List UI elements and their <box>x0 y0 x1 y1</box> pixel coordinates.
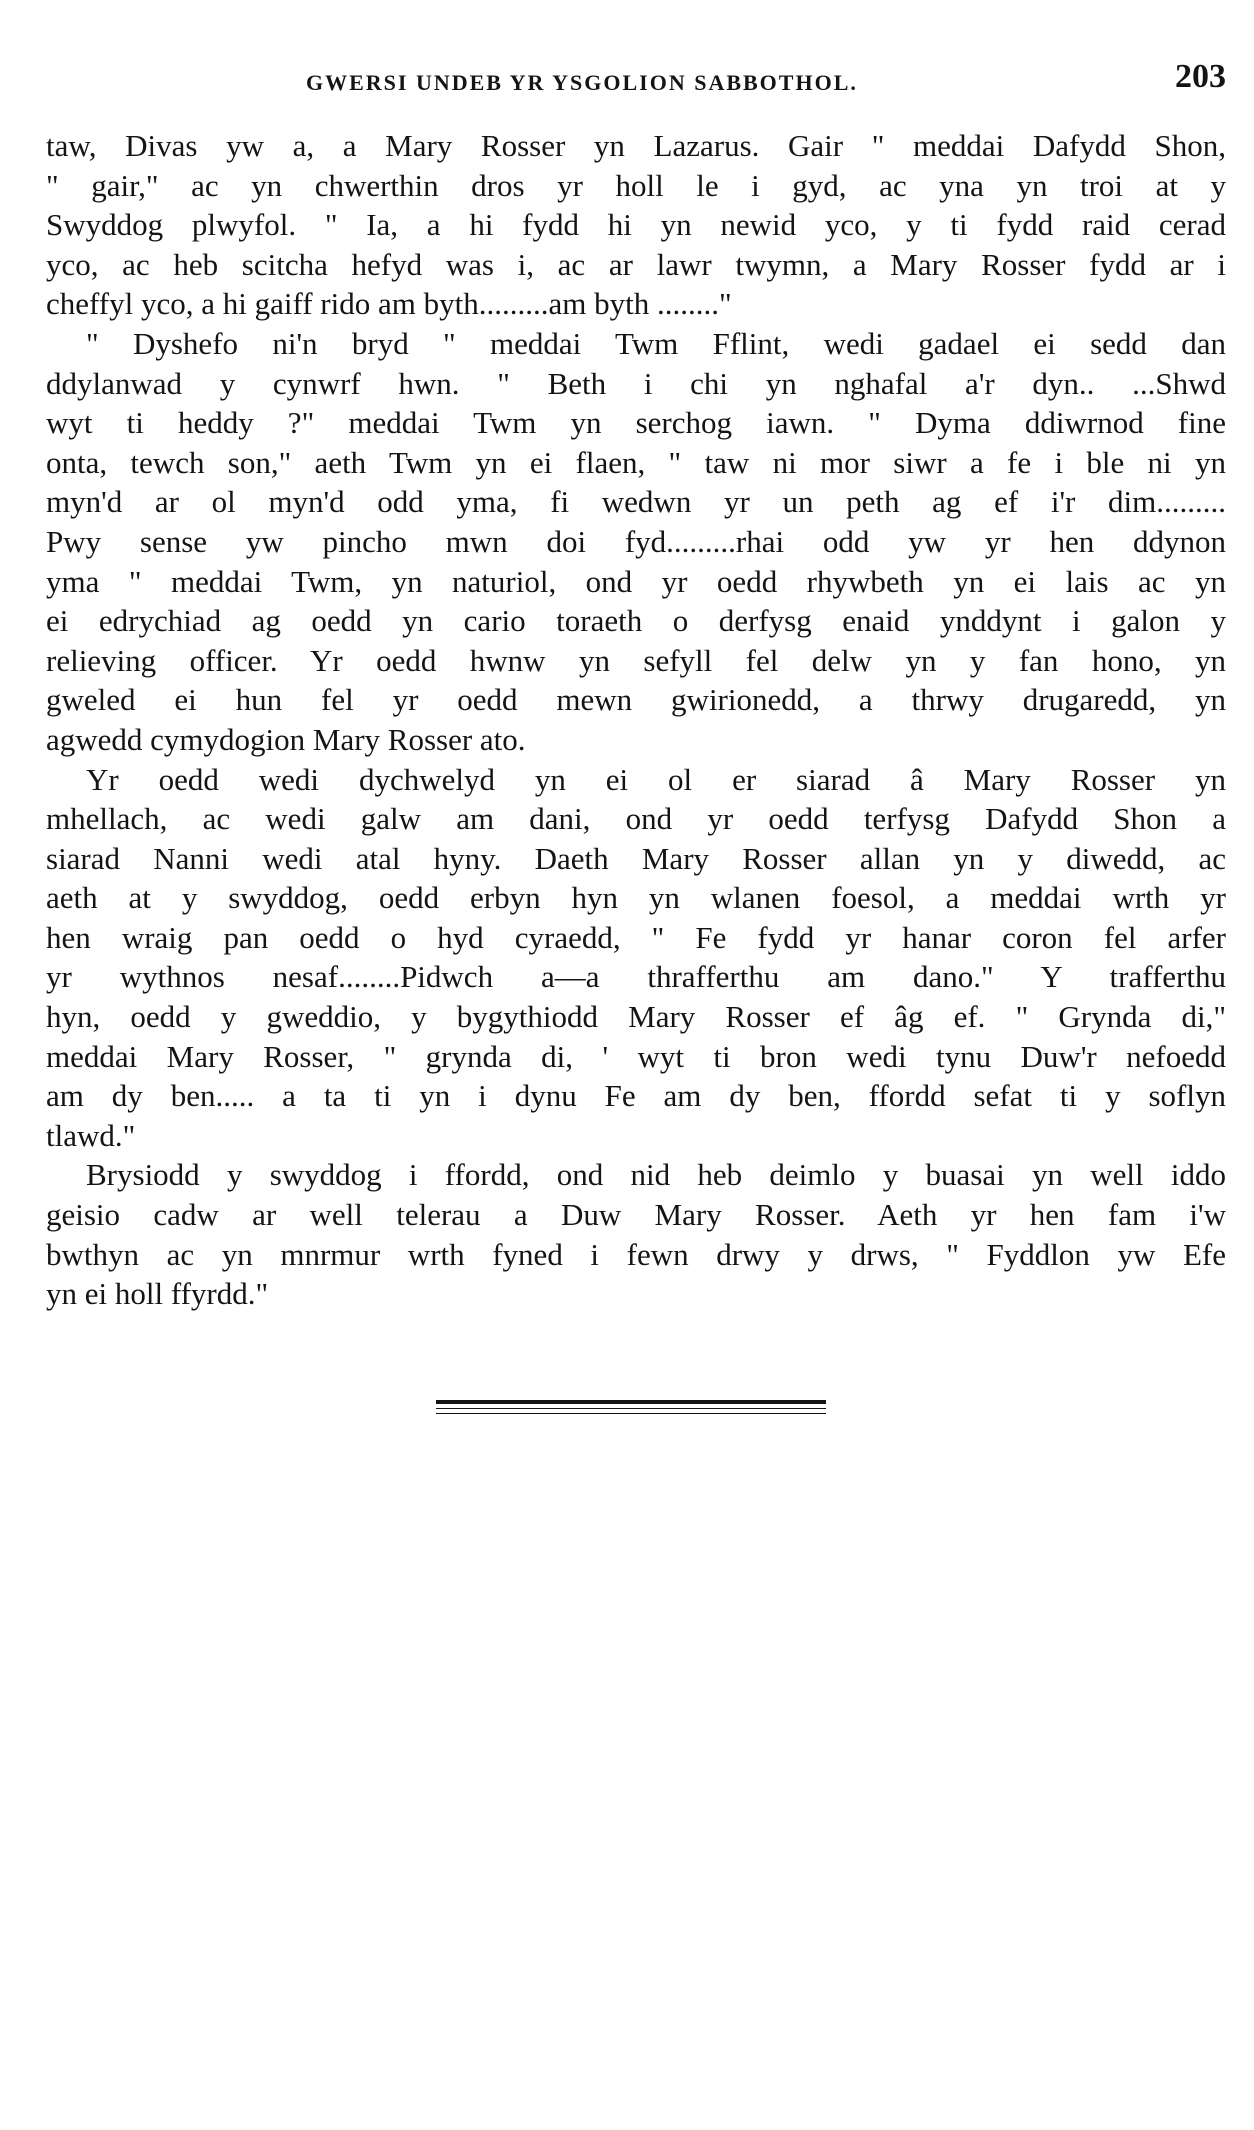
text-line: taw, Divas yw a, a Mary Rosser yn Lazarus. Gair " meddai Dafydd Shon, <box>46 128 1226 163</box>
rule-thick <box>436 1400 826 1404</box>
rule-thin <box>436 1408 826 1409</box>
text-line: gweled ei hun fel yr oedd mewn gwirionedd, a thrwy drugaredd, yn <box>46 682 1226 718</box>
running-title: GWERSI UNDEB YR YSGOLION SABBOTHOL. <box>306 70 858 95</box>
body-text <box>46 126 1226 1314</box>
text-line: mhellach, ac wedi galw am dani, ond yr oedd terfysg Dafydd Shon a <box>46 801 1226 837</box>
text-line: ddylanwad y cynwrf hwn. " Beth i chi yn nghafal a'r dyn.. ...Shwd <box>46 365 1226 401</box>
text-line: yn ei holl ffyrdd." <box>46 1276 269 1312</box>
text-line: onta, tewch son," aeth Twm yn ei flaen, " taw ni mor siwr a fe i ble ni yn <box>46 444 1226 480</box>
section-end-rule <box>436 1400 826 1414</box>
text-line: ei edrychiad ag oedd yn cario toraeth o derfysg enaid ynddynt i galon y <box>46 603 1226 639</box>
page-number: 203 <box>1175 58 1226 95</box>
text-line: yco, ac heb scitcha hefyd was i, ac ar lawr twymn, a Mary Rosser fydd ar i <box>46 246 1226 282</box>
text-line: bwthyn ac yn mnrmur wrth fyned i fewn drwy y drws, " Fyddlon yw Efe <box>46 1236 1226 1272</box>
text-line: hyn, oedd y gweddio, y bygythiodd Mary Rosser ef âg ef. " Grynda di," <box>46 999 1226 1035</box>
text-line: yr wythnos nesaf........Pidwch a—a thrafferthu am dano." Y trafferthu <box>46 959 1226 995</box>
text-line: aeth at y swyddog, oedd erbyn hyn yn wlanen foesol, a meddai wrth yr <box>46 880 1226 916</box>
running-header <box>46 58 1226 98</box>
text-line: hen wraig pan oedd o hyd cyraedd, " Fe fydd yr hanar coron fel arfer <box>46 919 1226 955</box>
text-line: yma " meddai Twm, yn naturiol, ond yr oedd rhywbeth yn ei lais ac yn <box>46 563 1226 599</box>
text-line: Yr oedd wedi dychwelyd yn ei ol er siarad â Mary Rosser yn <box>86 761 1226 797</box>
text-line: Swyddog plwyfol. " Ia, a hi fydd hi yn newid yco, y ti fydd raid cerad <box>46 207 1226 243</box>
rule-thin-lower <box>436 1413 826 1414</box>
text-line: " Dyshefo ni'n bryd " meddai Twm Fflint, wedi gadael ei sedd dan <box>86 325 1226 361</box>
text-line: relieving officer. Yr oedd hwnw yn sefyll fel delw yn y fan hono, yn <box>46 642 1226 678</box>
text-line: myn'd ar ol myn'd odd yma, fi wedwn yr un peth ag ef i'r dim......... <box>46 484 1226 520</box>
text-line: am dy ben..... a ta ti yn i dynu Fe am dy ben, ffordd sefat ti y soflyn <box>46 1078 1226 1114</box>
text-line: tlawd." <box>46 1117 136 1153</box>
text-line: siarad Nanni wedi atal hyny. Daeth Mary Rosser allan yn y diwedd, ac <box>46 840 1226 876</box>
text-line: cheffyl yco, a hi gaiff rido am byth.........am byth ........" <box>46 286 732 322</box>
text-line: agwedd cymydogion Mary Rosser ato. <box>46 721 526 757</box>
text-line: wyt ti heddy ?" meddai Twm yn serchog iawn. " Dyma ddiwrnod fine <box>46 405 1226 441</box>
text-line: Brysiodd y swyddog i ffordd, ond nid heb deimlo y buasai yn well iddo <box>86 1157 1226 1193</box>
text-line: geisio cadw ar well telerau a Duw Mary Rosser. Aeth yr hen fam i'w <box>46 1197 1226 1233</box>
text-line: Pwy sense yw pincho mwn doi fyd.........rhai odd yw yr hen ddynon <box>46 523 1226 559</box>
text-line: " gair," ac yn chwerthin dros yr holl le i gyd, ac yna yn troi at y <box>46 167 1226 203</box>
text-line: meddai Mary Rosser, " grynda di, ' wyt ti bron wedi tynu Duw'r nefoedd <box>46 1038 1226 1074</box>
